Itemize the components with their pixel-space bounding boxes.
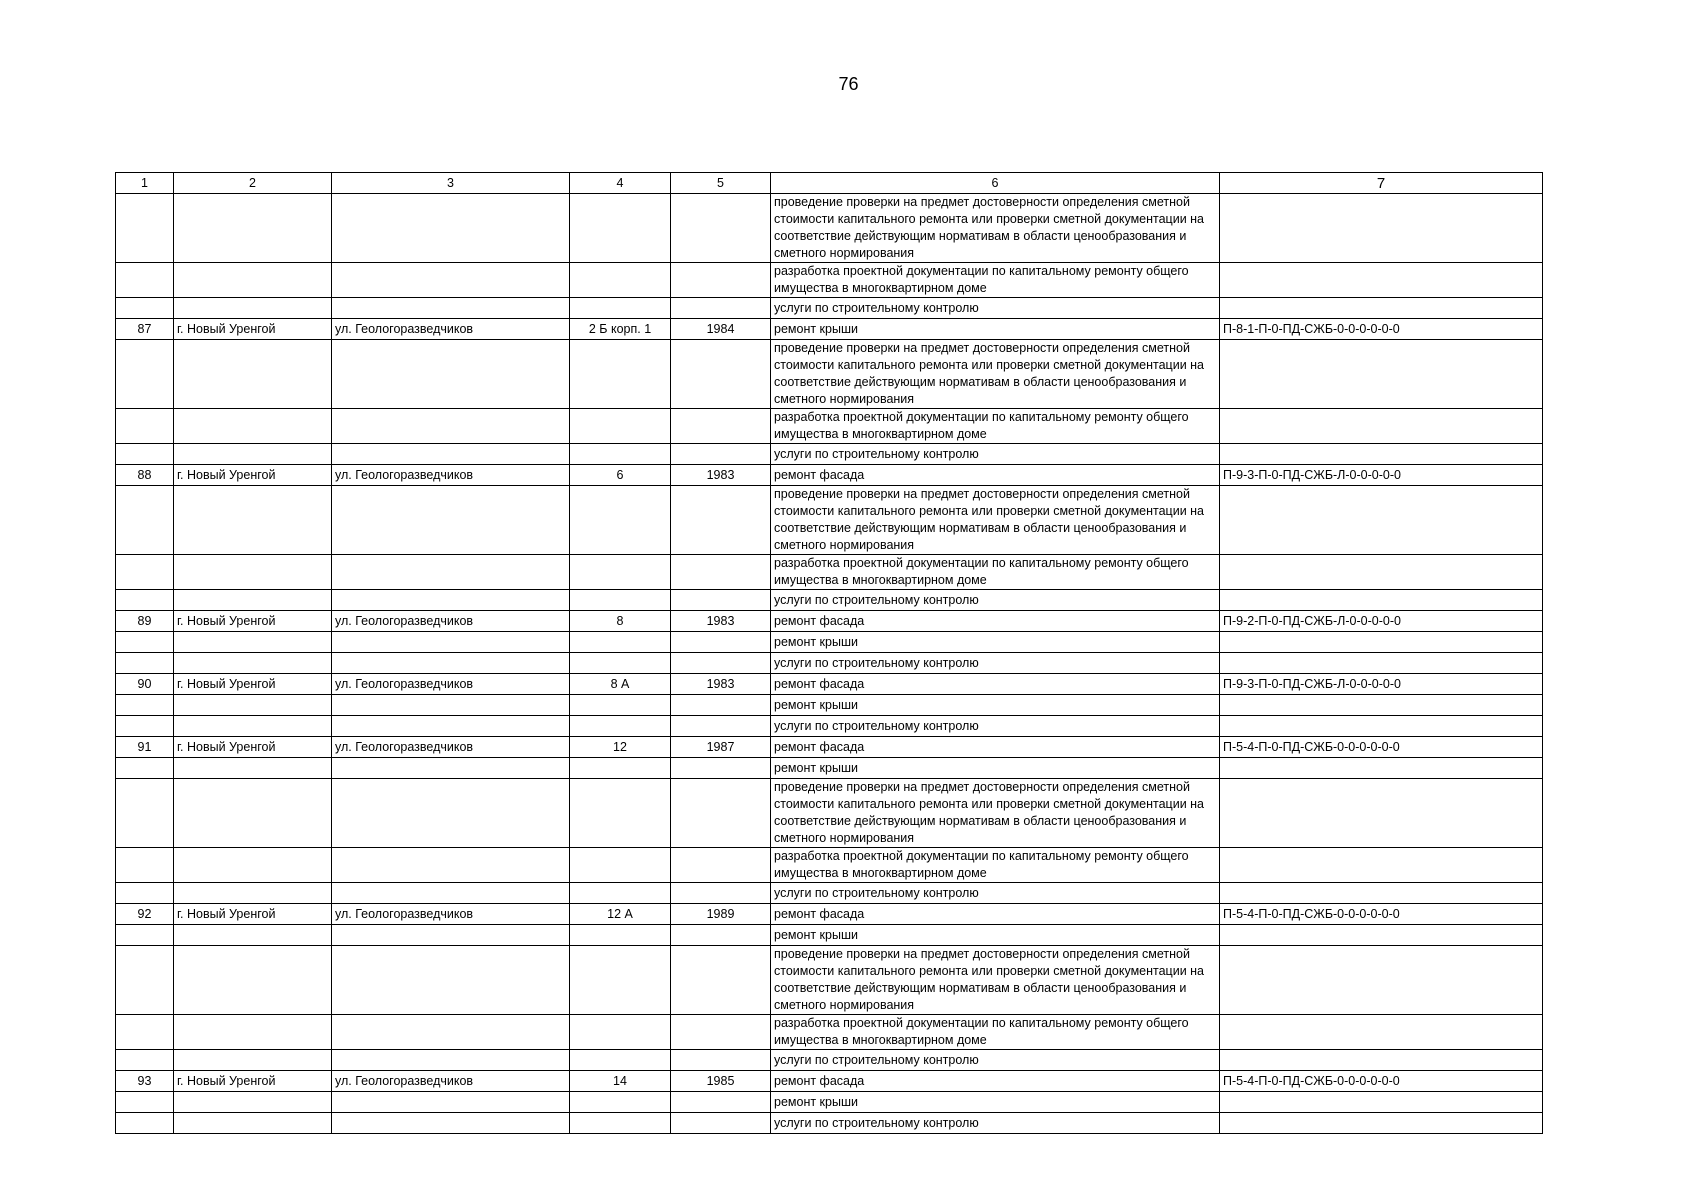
year-cell: [671, 695, 771, 716]
work-type-cell: ремонт фасада: [771, 904, 1220, 925]
code-cell: П-9-3-П-0-ПД-СЖБ-Л-0-0-0-0-0: [1220, 465, 1543, 486]
register-table: [115, 172, 1543, 1134]
city-cell: г. Новый Уренгой: [174, 465, 332, 486]
work-type-cell: разработка проектной документации по капитальному ремонту общего имущества в многоквартирном доме: [771, 263, 1220, 298]
header-cell: 1: [116, 173, 174, 194]
year-cell: [671, 555, 771, 590]
city-cell: [174, 848, 332, 883]
street-cell: [332, 194, 570, 263]
street-cell: [332, 555, 570, 590]
code-cell: [1220, 925, 1543, 946]
table-row: [116, 409, 1543, 444]
work-type-cell: разработка проектной документации по капитальному ремонту общего имущества в многоквартирном доме: [771, 555, 1220, 590]
code-cell: П-5-4-П-0-ПД-СЖБ-0-0-0-0-0-0: [1220, 1071, 1543, 1092]
work-type-cell: услуги по строительному контролю: [771, 716, 1220, 737]
city-cell: [174, 1015, 332, 1050]
table-row: [116, 674, 1543, 695]
code-cell: [1220, 409, 1543, 444]
table-row: [116, 1015, 1543, 1050]
table-row: [116, 1050, 1543, 1071]
city-cell: [174, 340, 332, 409]
table-row: [116, 555, 1543, 590]
house-cell: [570, 555, 671, 590]
city-cell: г. Новый Уренгой: [174, 611, 332, 632]
street-cell: [332, 653, 570, 674]
table-row: [116, 779, 1543, 848]
house-cell: 8 А: [570, 674, 671, 695]
street-cell: ул. Геологоразведчиков: [332, 904, 570, 925]
city-cell: [174, 925, 332, 946]
house-cell: [570, 444, 671, 465]
table-row: [116, 1071, 1543, 1092]
code-cell: [1220, 1050, 1543, 1071]
row-number: [116, 883, 174, 904]
city-cell: [174, 946, 332, 1015]
year-cell: [671, 632, 771, 653]
city-cell: [174, 632, 332, 653]
page-number: 76: [838, 74, 859, 94]
city-cell: [174, 758, 332, 779]
city-cell: [174, 1050, 332, 1071]
street-cell: ул. Геологоразведчиков: [332, 611, 570, 632]
work-type-cell: ремонт крыши: [771, 758, 1220, 779]
row-number: [116, 1015, 174, 1050]
city-cell: [174, 194, 332, 263]
work-type-cell: услуги по строительному контролю: [771, 1050, 1220, 1071]
city-cell: [174, 1092, 332, 1113]
street-cell: [332, 946, 570, 1015]
code-cell: П-8-1-П-0-ПД-СЖБ-0-0-0-0-0-0: [1220, 319, 1543, 340]
year-cell: [671, 1050, 771, 1071]
house-cell: [570, 716, 671, 737]
house-cell: [570, 194, 671, 263]
code-cell: [1220, 444, 1543, 465]
street-cell: [332, 779, 570, 848]
code-cell: [1220, 848, 1543, 883]
house-cell: [570, 653, 671, 674]
work-type-cell: услуги по строительному контролю: [771, 653, 1220, 674]
code-cell: [1220, 1092, 1543, 1113]
year-cell: [671, 444, 771, 465]
header-cell: 6: [771, 173, 1220, 194]
row-number: [116, 263, 174, 298]
table-row: [116, 716, 1543, 737]
city-cell: [174, 883, 332, 904]
row-number: [116, 298, 174, 319]
row-number: 93: [116, 1071, 174, 1092]
year-cell: [671, 758, 771, 779]
city-cell: [174, 555, 332, 590]
row-number: [116, 1092, 174, 1113]
house-cell: [570, 883, 671, 904]
street-cell: [332, 298, 570, 319]
city-cell: [174, 409, 332, 444]
city-cell: [174, 444, 332, 465]
code-cell: [1220, 779, 1543, 848]
header-cell: 3: [332, 173, 570, 194]
code-cell: [1220, 946, 1543, 1015]
row-number: 87: [116, 319, 174, 340]
code-cell: [1220, 1015, 1543, 1050]
row-number: [116, 925, 174, 946]
work-type-cell: ремонт крыши: [771, 925, 1220, 946]
year-cell: [671, 590, 771, 611]
house-cell: [570, 695, 671, 716]
code-cell: [1220, 590, 1543, 611]
house-cell: [570, 632, 671, 653]
code-cell: [1220, 263, 1543, 298]
table-row: [116, 1113, 1543, 1134]
year-cell: [671, 946, 771, 1015]
table-row: [116, 695, 1543, 716]
street-cell: [332, 1050, 570, 1071]
city-cell: [174, 590, 332, 611]
house-cell: [570, 1015, 671, 1050]
table-row: [116, 465, 1543, 486]
row-number: [116, 848, 174, 883]
year-cell: 1983: [671, 611, 771, 632]
year-cell: 1985: [671, 1071, 771, 1092]
city-cell: [174, 653, 332, 674]
house-cell: [570, 1113, 671, 1134]
work-type-cell: проведение проверки на предмет достоверности определения сметной стоимости капитального ремонта или проверки сметной документации на соответствие действующим нормативам в области ценообразования и сметного нормирования: [771, 194, 1220, 263]
row-number: [116, 632, 174, 653]
table-row: [116, 298, 1543, 319]
street-cell: [332, 409, 570, 444]
table-row: [116, 883, 1543, 904]
city-cell: [174, 1113, 332, 1134]
year-cell: 1989: [671, 904, 771, 925]
table-row: [116, 758, 1543, 779]
year-cell: [671, 1015, 771, 1050]
table-row: [116, 263, 1543, 298]
street-cell: [332, 444, 570, 465]
code-cell: [1220, 632, 1543, 653]
year-cell: [671, 925, 771, 946]
table-row: [116, 486, 1543, 555]
code-cell: [1220, 298, 1543, 319]
table-row: [116, 653, 1543, 674]
row-number: 91: [116, 737, 174, 758]
city-cell: [174, 716, 332, 737]
house-cell: [570, 758, 671, 779]
code-cell: [1220, 486, 1543, 555]
house-cell: [570, 263, 671, 298]
table-row: [116, 444, 1543, 465]
row-number: 90: [116, 674, 174, 695]
year-cell: [671, 848, 771, 883]
work-type-cell: проведение проверки на предмет достоверности определения сметной стоимости капитального ремонта или проверки сметной документации на соответствие действующим нормативам в области ценообразования и сметного нормирования: [771, 486, 1220, 555]
city-cell: [174, 263, 332, 298]
street-cell: [332, 263, 570, 298]
table-row: [116, 590, 1543, 611]
year-cell: [671, 194, 771, 263]
street-cell: [332, 1015, 570, 1050]
row-number: 92: [116, 904, 174, 925]
work-type-cell: услуги по строительному контролю: [771, 1113, 1220, 1134]
row-number: [116, 1113, 174, 1134]
work-type-cell: разработка проектной документации по капитальному ремонту общего имущества в многоквартирном доме: [771, 848, 1220, 883]
table-row: [116, 737, 1543, 758]
work-type-cell: проведение проверки на предмет достоверности определения сметной стоимости капитального ремонта или проверки сметной документации на соответствие действующим нормативам в области ценообразования и сметного нормирования: [771, 946, 1220, 1015]
work-type-cell: ремонт фасада: [771, 465, 1220, 486]
work-type-cell: ремонт фасада: [771, 1071, 1220, 1092]
street-cell: [332, 925, 570, 946]
street-cell: [332, 716, 570, 737]
house-cell: [570, 1092, 671, 1113]
street-cell: [332, 695, 570, 716]
code-cell: [1220, 555, 1543, 590]
house-cell: [570, 486, 671, 555]
house-cell: [570, 298, 671, 319]
year-cell: [671, 716, 771, 737]
house-cell: 2 Б корп. 1: [570, 319, 671, 340]
work-type-cell: ремонт фасада: [771, 737, 1220, 758]
street-cell: [332, 883, 570, 904]
row-number: [116, 194, 174, 263]
table-row: [116, 319, 1543, 340]
year-cell: 1983: [671, 674, 771, 695]
street-cell: ул. Геологоразведчиков: [332, 319, 570, 340]
house-cell: [570, 848, 671, 883]
work-type-cell: ремонт крыши: [771, 319, 1220, 340]
work-type-cell: услуги по строительному контролю: [771, 883, 1220, 904]
header-cell: 2: [174, 173, 332, 194]
year-cell: [671, 883, 771, 904]
code-cell: [1220, 695, 1543, 716]
street-cell: [332, 848, 570, 883]
row-number: [116, 779, 174, 848]
table-row: [116, 848, 1543, 883]
work-type-cell: разработка проектной документации по капитальному ремонту общего имущества в многоквартирном доме: [771, 409, 1220, 444]
table-row: [116, 904, 1543, 925]
city-cell: [174, 695, 332, 716]
table-row: [116, 632, 1543, 653]
house-cell: [570, 590, 671, 611]
work-type-cell: ремонт крыши: [771, 632, 1220, 653]
work-type-cell: ремонт фасада: [771, 674, 1220, 695]
city-cell: [174, 779, 332, 848]
work-type-cell: проведение проверки на предмет достоверности определения сметной стоимости капитального ремонта или проверки сметной документации на соответствие действующим нормативам в области ценообразования и сметного нормирования: [771, 779, 1220, 848]
street-cell: [332, 590, 570, 611]
year-cell: [671, 1113, 771, 1134]
work-type-cell: ремонт крыши: [771, 695, 1220, 716]
year-cell: [671, 340, 771, 409]
code-cell: [1220, 1113, 1543, 1134]
code-cell: П-5-4-П-0-ПД-СЖБ-0-0-0-0-0-0: [1220, 737, 1543, 758]
table-row: [116, 611, 1543, 632]
code-cell: [1220, 653, 1543, 674]
street-cell: [332, 758, 570, 779]
house-cell: [570, 409, 671, 444]
year-cell: 1984: [671, 319, 771, 340]
header-cell: 5: [671, 173, 771, 194]
row-number: [116, 590, 174, 611]
house-cell: [570, 925, 671, 946]
code-cell: П-9-2-П-0-ПД-СЖБ-Л-0-0-0-0-0: [1220, 611, 1543, 632]
row-number: [116, 486, 174, 555]
city-cell: г. Новый Уренгой: [174, 319, 332, 340]
street-cell: ул. Геологоразведчиков: [332, 674, 570, 695]
year-cell: 1983: [671, 465, 771, 486]
street-cell: [332, 1092, 570, 1113]
row-number: [116, 716, 174, 737]
house-cell: [570, 1050, 671, 1071]
work-type-cell: услуги по строительному контролю: [771, 298, 1220, 319]
house-cell: 12 А: [570, 904, 671, 925]
row-number: [116, 758, 174, 779]
year-cell: [671, 1092, 771, 1113]
code-cell: [1220, 883, 1543, 904]
house-cell: 14: [570, 1071, 671, 1092]
header-row: [116, 173, 1543, 194]
year-cell: 1987: [671, 737, 771, 758]
year-cell: [671, 263, 771, 298]
table-row: [116, 340, 1543, 409]
table-row: [116, 946, 1543, 1015]
city-cell: г. Новый Уренгой: [174, 1071, 332, 1092]
city-cell: г. Новый Уренгой: [174, 737, 332, 758]
table-row: [116, 194, 1543, 263]
row-number: [116, 946, 174, 1015]
row-number: [116, 653, 174, 674]
year-cell: [671, 298, 771, 319]
year-cell: [671, 409, 771, 444]
city-cell: г. Новый Уренгой: [174, 674, 332, 695]
header-cell: 4: [570, 173, 671, 194]
year-cell: [671, 779, 771, 848]
code-cell: [1220, 716, 1543, 737]
code-cell: П-9-3-П-0-ПД-СЖБ-Л-0-0-0-0-0: [1220, 674, 1543, 695]
year-cell: [671, 653, 771, 674]
code-cell: П-5-4-П-0-ПД-СЖБ-0-0-0-0-0-0: [1220, 904, 1543, 925]
house-cell: [570, 340, 671, 409]
street-cell: ул. Геологоразведчиков: [332, 737, 570, 758]
house-cell: 8: [570, 611, 671, 632]
work-type-cell: услуги по строительному контролю: [771, 590, 1220, 611]
street-cell: [332, 632, 570, 653]
house-cell: [570, 946, 671, 1015]
house-cell: 6: [570, 465, 671, 486]
city-cell: г. Новый Уренгой: [174, 904, 332, 925]
work-type-cell: услуги по строительному контролю: [771, 444, 1220, 465]
table-row: [116, 925, 1543, 946]
work-type-cell: ремонт фасада: [771, 611, 1220, 632]
city-cell: [174, 298, 332, 319]
street-cell: ул. Геологоразведчиков: [332, 465, 570, 486]
street-cell: [332, 486, 570, 555]
code-cell: [1220, 758, 1543, 779]
header-cell: 7: [1220, 173, 1543, 194]
work-type-cell: ремонт крыши: [771, 1092, 1220, 1113]
row-number: 88: [116, 465, 174, 486]
table-row: [116, 1092, 1543, 1113]
row-number: [116, 695, 174, 716]
year-cell: [671, 486, 771, 555]
house-cell: [570, 779, 671, 848]
row-number: [116, 409, 174, 444]
code-cell: [1220, 340, 1543, 409]
row-number: [116, 340, 174, 409]
street-cell: ул. Геологоразведчиков: [332, 1071, 570, 1092]
city-cell: [174, 486, 332, 555]
code-cell: [1220, 194, 1543, 263]
street-cell: [332, 340, 570, 409]
row-number: [116, 444, 174, 465]
work-type-cell: разработка проектной документации по капитальному ремонту общего имущества в многоквартирном доме: [771, 1015, 1220, 1050]
row-number: [116, 555, 174, 590]
row-number: 89: [116, 611, 174, 632]
house-cell: 12: [570, 737, 671, 758]
row-number: [116, 1050, 174, 1071]
street-cell: [332, 1113, 570, 1134]
work-type-cell: проведение проверки на предмет достоверности определения сметной стоимости капитального ремонта или проверки сметной документации на соответствие действующим нормативам в области ценообразования и сметного нормирования: [771, 340, 1220, 409]
